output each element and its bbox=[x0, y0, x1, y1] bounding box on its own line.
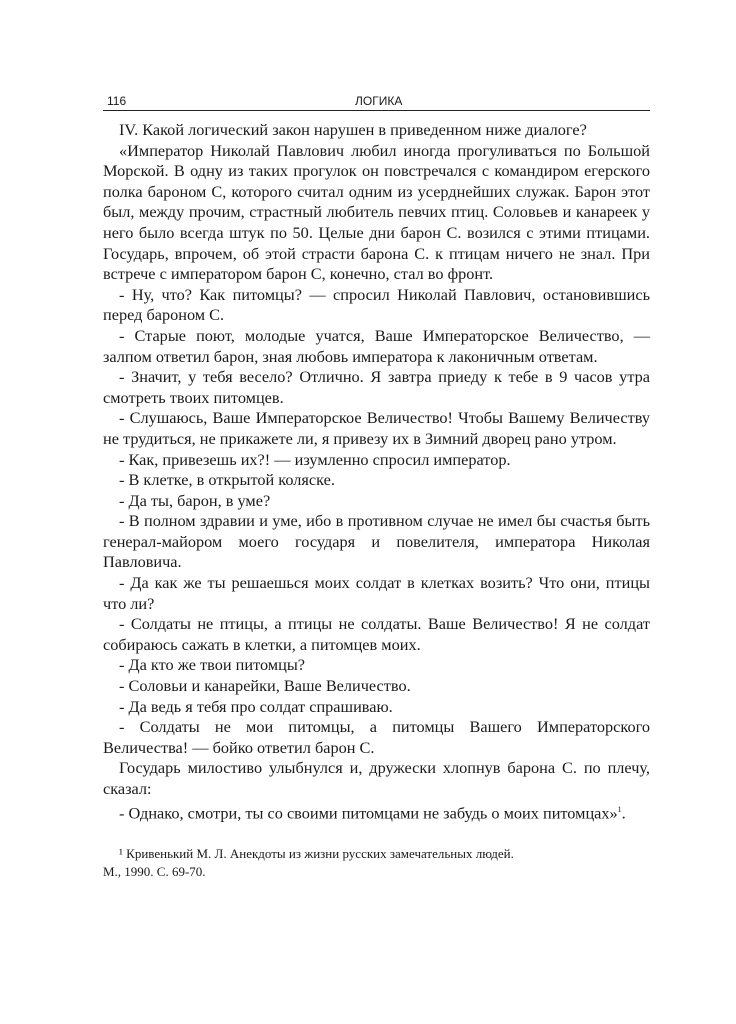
paragraph: «Император Николай Павлович любил иногда прогуливаться по Большой Морской. В одну из таких прогулок он повстречался с командиром егерского полка бароном С, которого считал одним из усерднейших служак. Барон этот был, между прочим, страстный любитель певчих птиц. Соловьев и канареек у него было всегда штук по 50. Целые дни барон С. возился с этими птицами. Государь, впрочем, об этой страсти барона С. к птицам ничего не знал. При встрече с императором барон С, конечно, стал во фронт. bbox=[103, 140, 650, 284]
dialogue-line: - Ну, что? Как питомцы? — спросил Николай Павлович, остановившись перед бароном С. bbox=[103, 284, 650, 325]
dialogue-line: - Солдаты не птицы, а птицы не солдаты. Ваше Величество! Я не солдат собираюсь сажать в клетки, а питомцев моих. bbox=[103, 614, 650, 654]
dialogue-line: - В клетке, в открытой коляске. bbox=[119, 470, 335, 490]
question-paragraph: IV. Какой логический закон нарушен в приведенном ниже диалоге? bbox=[119, 120, 587, 139]
dialogue-line: - Старые поют, молодые учатся, Ваше Императорское Величество, — залпом ответил барон, зная любовь императора к лаконичным ответам. bbox=[103, 325, 650, 366]
dialogue-line: - Да как же ты решаешься моих солдат в клетках возить? Что они, птицы что ли? bbox=[103, 573, 650, 613]
dialogue-line: - Солдаты не мои питомцы, а питомцы Вашего Императорского Величества! — бойко ответил барон С. bbox=[103, 717, 650, 757]
page-number: 116 bbox=[107, 94, 127, 108]
footnote-line: ¹ Кривенький М. Л. Анекдоты из жизни русских замечательных людей. bbox=[119, 846, 514, 861]
dialogue-line: - Слушаюсь, Ваше Императорское Величество! Чтобы Вашему Величеству не трудиться, не прикажете ли, я привезу их в Зимний дворец рано утром. bbox=[103, 408, 650, 448]
footnote bbox=[103, 845, 650, 881]
running-header bbox=[103, 94, 650, 111]
footnote-mark: 1 bbox=[617, 804, 622, 814]
dialogue-line: - Да кто же твои питомцы? bbox=[119, 655, 305, 675]
dialogue-text: - Однако, смотри, ты со своими питомцами не забудь о моих питомцах» bbox=[119, 803, 618, 823]
body-text bbox=[103, 120, 650, 824]
dialogue-line-last: - Однако, смотри, ты со своими питомцами не забудь о моих питомцах»$^1$. bbox=[119, 803, 626, 823]
dialogue-line: - Да ведь я тебя про солдат спрашиваю. bbox=[119, 696, 393, 716]
dialogue-line: - Да ты, барон, в уме? bbox=[119, 490, 271, 510]
dialogue-line: - Значит, у тебя весело? Отлично. Я завтра приеду к тебе в 9 часов утра смотреть твоих питомцев. bbox=[103, 367, 650, 407]
dialogue-line: - Как, привезешь их?! — изумленно спросил император. bbox=[119, 449, 511, 469]
dialogue-line: - В полном здравии и уме, ибо в противном случае не имел бы счастья быть генерал-майором моего государя и повелителя, императора Николая Павловича. bbox=[103, 511, 650, 572]
paragraph: Государь милостиво улыбнулся и, дружески хлопнув барона С. по плечу, сказал: bbox=[103, 758, 650, 798]
footnote-line: М., 1990. С. 69-70. bbox=[103, 864, 206, 879]
running-title: ЛОГИКА bbox=[355, 94, 403, 108]
dialogue-line: - Соловьи и канарейки, Ваше Величество. bbox=[119, 676, 411, 696]
